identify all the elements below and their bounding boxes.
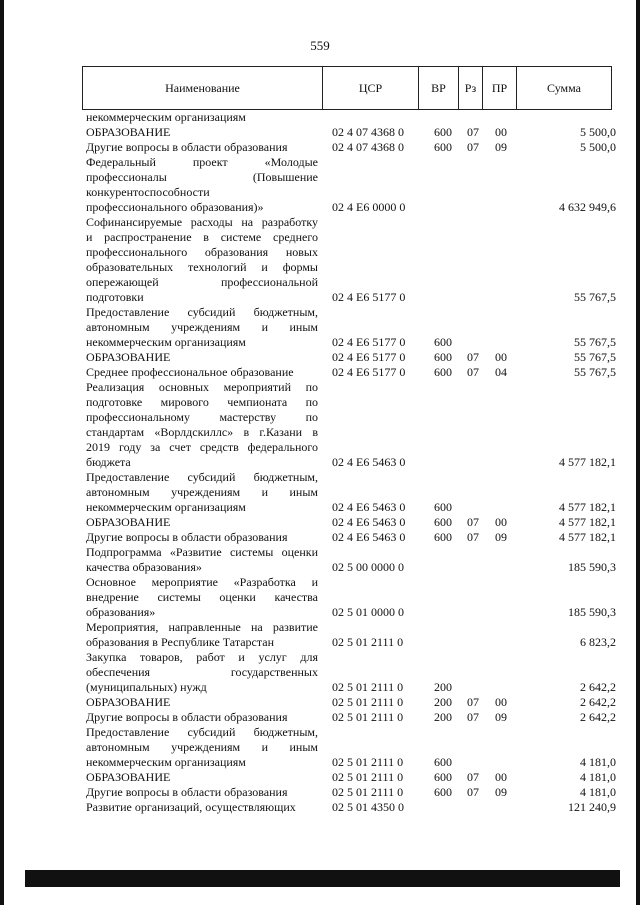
row-name-line: ОБРАЗОВАНИЕ xyxy=(86,770,171,784)
table-row xyxy=(86,650,616,695)
row-rz: 07 xyxy=(467,350,479,364)
row-sum: 2 642,2 xyxy=(580,695,616,709)
row-name-line: профессиональному мастерству по xyxy=(86,410,318,424)
header-rz: Рз xyxy=(459,67,483,109)
row-name-line: качества образования» xyxy=(86,560,202,574)
table-row xyxy=(86,215,616,305)
table-row xyxy=(86,380,616,470)
row-vr: 600 xyxy=(434,335,452,349)
table-row xyxy=(86,530,616,545)
row-name xyxy=(86,710,318,725)
row-name-line: автономным учреждениям и иным xyxy=(86,320,318,334)
row-pr: 00 xyxy=(495,515,507,529)
table-row xyxy=(86,155,616,215)
row-name xyxy=(86,530,318,545)
row-name xyxy=(86,365,318,380)
row-rz: 07 xyxy=(467,365,479,379)
row-rz: 07 xyxy=(467,140,479,154)
row-rz: 07 xyxy=(467,695,479,709)
row-sum: 55 767,5 xyxy=(574,335,616,349)
row-vr: 600 xyxy=(434,350,452,364)
row-csr: 02 5 00 0000 0 xyxy=(332,560,404,574)
row-name-line: внедрение системы оценки качества xyxy=(86,590,318,604)
row-csr: 02 5 01 2111 0 xyxy=(332,710,404,724)
row-name xyxy=(86,155,318,215)
row-pr: 00 xyxy=(495,125,507,139)
row-name-line: обеспечения государственных xyxy=(86,665,318,679)
row-name xyxy=(86,215,318,305)
row-csr: 02 5 01 2111 0 xyxy=(332,755,404,769)
row-vr: 600 xyxy=(434,785,452,799)
row-vr: 600 xyxy=(434,140,452,154)
row-sum: 2 642,2 xyxy=(580,710,616,724)
row-vr: 600 xyxy=(434,125,452,139)
row-name-line: подготовки xyxy=(86,290,144,304)
row-name-line: опережающей профессиональной xyxy=(86,275,318,289)
row-vr: 200 xyxy=(434,695,452,709)
row-csr: 02 5 01 2111 0 xyxy=(332,785,404,799)
row-name xyxy=(86,770,318,785)
row-name-line: стандартам «Ворлдскиллс» в г.Казани в xyxy=(86,425,318,439)
row-name-line: Другие вопросы в области образования xyxy=(86,785,288,799)
row-name-line: некоммерческим организациям xyxy=(86,110,246,124)
row-name-line: Закупка товаров, работ и услуг для xyxy=(86,650,318,664)
row-sum: 2 642,2 xyxy=(580,680,616,694)
row-name xyxy=(86,110,318,125)
header-name: Наименование xyxy=(83,67,323,109)
table-row xyxy=(86,125,616,140)
row-sum: 4 577 182,1 xyxy=(559,455,616,469)
page-number: 559 xyxy=(310,38,330,53)
row-csr: 02 4 Е6 5177 0 xyxy=(332,350,406,364)
table-row xyxy=(86,710,616,725)
row-name-line: Подпрограмма «Развитие системы оценки xyxy=(86,545,318,559)
row-rz: 07 xyxy=(467,785,479,799)
row-pr: 09 xyxy=(495,710,507,724)
table-row xyxy=(86,350,616,365)
row-rz: 07 xyxy=(467,770,479,784)
row-csr: 02 4 07 4368 0 xyxy=(332,140,404,154)
row-sum: 4 577 182,1 xyxy=(559,500,616,514)
header-sum: Сумма xyxy=(547,81,581,95)
row-pr: 09 xyxy=(495,530,507,544)
row-csr: 02 4 Е6 5463 0 xyxy=(332,530,406,544)
row-vr: 600 xyxy=(434,770,452,784)
row-name-line: (муниципальных) нужд xyxy=(86,680,207,694)
table-row xyxy=(86,515,616,530)
table-row xyxy=(86,365,616,380)
row-sum: 4 632 949,6 xyxy=(559,200,616,214)
row-name-line: Другие вопросы в области образования xyxy=(86,710,288,724)
row-name xyxy=(86,800,318,815)
row-vr: 600 xyxy=(434,755,452,769)
row-csr: 02 4 07 4368 0 xyxy=(332,125,404,139)
table-row xyxy=(86,545,616,575)
table-row xyxy=(86,305,616,350)
row-name-line: Основное мероприятие «Разработка и xyxy=(86,575,318,589)
row-sum: 121 240,9 xyxy=(568,800,616,814)
row-vr: 600 xyxy=(434,530,452,544)
table-row xyxy=(86,140,616,155)
row-name-line: образовательных технологий и формы xyxy=(86,260,318,274)
row-name-line: автономным учреждениям и иным xyxy=(86,740,318,754)
row-pr: 00 xyxy=(495,695,507,709)
table-row xyxy=(86,785,616,800)
row-name-line: ОБРАЗОВАНИЕ xyxy=(86,125,171,139)
row-sum: 4 577 182,1 xyxy=(559,530,616,544)
row-csr: 02 5 01 0000 0 xyxy=(332,605,404,619)
row-name xyxy=(86,470,318,515)
row-name-line: Мероприятия, направленные на развитие xyxy=(86,620,318,634)
row-rz: 07 xyxy=(467,710,479,724)
row-name xyxy=(86,575,318,620)
row-name xyxy=(86,350,318,365)
row-name-line: образования в Республике Татарстан xyxy=(86,635,274,649)
row-rz: 07 xyxy=(467,530,479,544)
row-name-line: Предоставление субсидий бюджетным, xyxy=(86,725,318,739)
row-name-line: конкурентоспособности xyxy=(86,185,210,199)
row-sum: 185 590,3 xyxy=(568,560,616,574)
row-sum: 55 767,5 xyxy=(574,365,616,379)
row-csr: 02 5 01 2111 0 xyxy=(332,680,404,694)
scan-edge-bottom xyxy=(25,870,620,887)
row-csr: 02 4 Е6 5177 0 xyxy=(332,365,406,379)
row-name-line: ОБРАЗОВАНИЕ xyxy=(86,515,171,529)
table-row xyxy=(86,620,616,650)
row-csr: 02 4 Е6 5463 0 xyxy=(332,500,406,514)
row-vr: 600 xyxy=(434,515,452,529)
row-csr: 02 4 Е6 0000 0 xyxy=(332,200,406,214)
table-row xyxy=(86,470,616,515)
row-vr: 200 xyxy=(434,680,452,694)
table-row xyxy=(86,110,616,125)
row-sum: 185 590,3 xyxy=(568,605,616,619)
row-sum: 4 577 182,1 xyxy=(559,515,616,529)
row-name-line: бюджета xyxy=(86,455,131,469)
row-sum: 5 500,0 xyxy=(580,125,616,139)
row-name-line: Предоставление субсидий бюджетным, xyxy=(86,305,318,319)
row-rz: 07 xyxy=(467,125,479,139)
header-vr: ВР xyxy=(419,67,459,109)
row-vr: 200 xyxy=(434,710,452,724)
row-name-line: Предоставление субсидий бюджетным, xyxy=(86,470,318,484)
row-sum: 4 181,0 xyxy=(580,770,616,784)
row-name-line: некоммерческим организациям xyxy=(86,335,246,349)
row-name-line: образования» xyxy=(86,605,156,619)
header-csr: ЦСР xyxy=(323,67,419,109)
header-pr: ПР xyxy=(483,67,517,109)
row-name-line: некоммерческим организациям xyxy=(86,500,246,514)
row-sum: 4 181,0 xyxy=(580,785,616,799)
row-vr: 600 xyxy=(434,365,452,379)
row-name-line: ОБРАЗОВАНИЕ xyxy=(86,350,171,364)
row-name xyxy=(86,650,318,695)
row-name xyxy=(86,785,318,800)
row-name-line: Другие вопросы в области образования xyxy=(86,140,288,154)
row-name xyxy=(86,140,318,155)
row-name-line: ОБРАЗОВАНИЕ xyxy=(86,695,171,709)
row-sum: 55 767,5 xyxy=(574,290,616,304)
row-pr: 09 xyxy=(495,140,507,154)
row-name-line: Реализация основных мероприятий по xyxy=(86,380,318,394)
row-name xyxy=(86,380,318,470)
row-name-line: профессионального образования)» xyxy=(86,200,264,214)
row-csr: 02 4 Е6 5177 0 xyxy=(332,335,406,349)
row-rz: 07 xyxy=(467,515,479,529)
row-name-line: и распространение в системе среднего xyxy=(86,230,318,244)
row-pr: 09 xyxy=(495,785,507,799)
row-csr: 02 4 Е6 5463 0 xyxy=(332,515,406,529)
table-row xyxy=(86,770,616,785)
row-name xyxy=(86,695,318,710)
row-csr: 02 5 01 2111 0 xyxy=(332,770,404,784)
row-csr: 02 4 Е6 5463 0 xyxy=(332,455,406,469)
row-name xyxy=(86,305,318,350)
scan-edge-right xyxy=(636,0,640,905)
row-sum: 6 823,2 xyxy=(580,635,616,649)
table-row xyxy=(86,800,616,815)
row-csr: 02 4 Е6 5177 0 xyxy=(332,290,406,304)
row-name xyxy=(86,620,318,650)
row-vr: 600 xyxy=(434,500,452,514)
row-pr: 04 xyxy=(495,365,507,379)
table-row xyxy=(86,725,616,770)
row-pr: 00 xyxy=(495,350,507,364)
row-name-line: Другие вопросы в области образования xyxy=(86,530,288,544)
row-csr: 02 5 01 2111 0 xyxy=(332,635,404,649)
row-name-line: некоммерческим организациям xyxy=(86,755,246,769)
table-body xyxy=(86,110,616,815)
row-name-line: Развитие организаций, осуществляющих xyxy=(86,800,296,814)
row-name xyxy=(86,125,318,140)
row-name-line: 2019 году за счет средств федерального xyxy=(86,440,318,454)
row-name-line: подготовке мирового чемпионата по xyxy=(86,395,318,409)
table-row xyxy=(86,575,616,620)
row-name-line: Софинансируемые расходы на разработку xyxy=(86,215,318,229)
row-pr: 00 xyxy=(495,770,507,784)
row-name xyxy=(86,725,318,770)
row-name-line: профессионального образования новых xyxy=(86,245,318,259)
row-sum: 5 500,0 xyxy=(580,140,616,154)
row-name-line: автономным учреждениям и иным xyxy=(86,485,318,499)
row-name xyxy=(86,545,318,575)
table-header xyxy=(82,66,612,110)
table-row xyxy=(86,695,616,710)
row-sum: 4 181,0 xyxy=(580,755,616,769)
row-csr: 02 5 01 4350 0 xyxy=(332,800,404,814)
row-name-line: Федеральный проект «Молодые xyxy=(86,155,318,169)
row-name xyxy=(86,515,318,530)
row-csr: 02 5 01 2111 0 xyxy=(332,695,404,709)
row-name-line: профессионалы (Повышение xyxy=(86,170,318,184)
row-name-line: Среднее профессиональное образование xyxy=(86,365,294,379)
scan-edge-left xyxy=(0,0,4,905)
row-sum: 55 767,5 xyxy=(574,350,616,364)
